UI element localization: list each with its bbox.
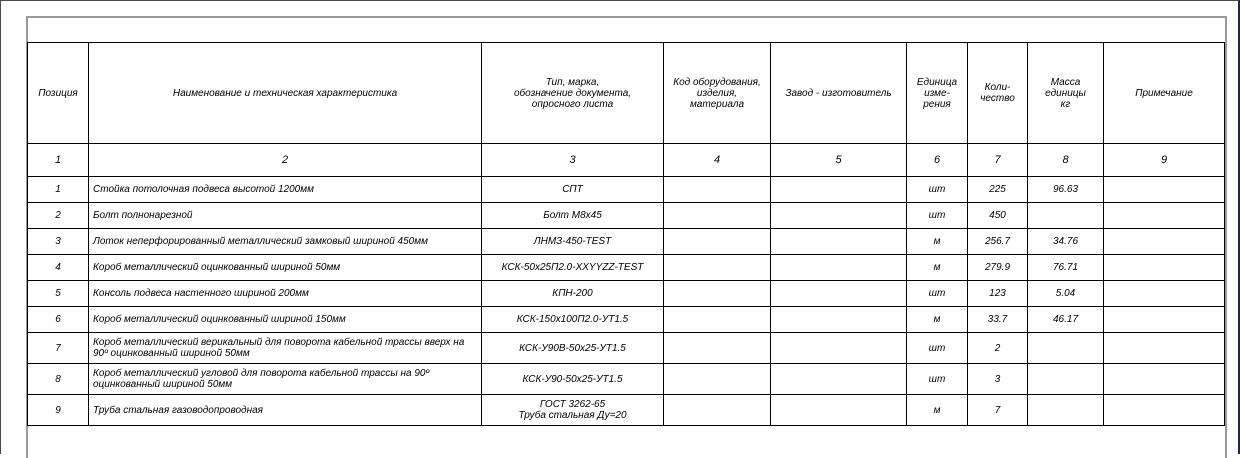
cell-type: КПН-200 <box>482 281 664 307</box>
cell-name: Короб металлический оцинкованный шириной 50мм <box>89 255 482 281</box>
table-row <box>28 364 1225 395</box>
header-unit: Единица изме- рения <box>907 43 968 144</box>
column-number: 1 <box>28 144 89 177</box>
cell-code <box>664 229 771 255</box>
cell-manufacturer <box>771 395 907 426</box>
table-row <box>28 229 1225 255</box>
table-row <box>28 203 1225 229</box>
cell-mass: 34.76 <box>1028 229 1104 255</box>
cell-code <box>664 281 771 307</box>
cell-code <box>664 203 771 229</box>
cell-type: КСК-150х100П2.0-УТ1.5 <box>482 307 664 333</box>
cell-code <box>664 307 771 333</box>
cell-code <box>664 177 771 203</box>
column-number: 4 <box>664 144 771 177</box>
cell-manufacturer <box>771 255 907 281</box>
cell-position: 2 <box>28 203 89 229</box>
cell-quantity: 256.7 <box>968 229 1028 255</box>
cell-quantity: 3 <box>968 364 1028 395</box>
cell-name: Короб металлический угловой для поворота кабельной трассы на 90º оцинкованный шириной 50мм <box>89 364 482 395</box>
cell-unit: м <box>907 255 968 281</box>
cell-quantity: 225 <box>968 177 1028 203</box>
table-row <box>28 395 1225 426</box>
cell-code <box>664 255 771 281</box>
cell-name: Короб металлический верикальный для поворота кабельной трассы вверх на 90º оцинкованный шириной 50мм <box>89 333 482 364</box>
header-row <box>28 43 1225 144</box>
cell-unit: шт <box>907 364 968 395</box>
cell-note <box>1104 307 1225 333</box>
cell-type: ЛНМЗ-450-TEST <box>482 229 664 255</box>
column-number: 5 <box>771 144 907 177</box>
cell-type: КСК-У90-50х25-УТ1.5 <box>482 364 664 395</box>
cell-quantity: 279.9 <box>968 255 1028 281</box>
cell-mass: 96.63 <box>1028 177 1104 203</box>
cell-mass: 5.04 <box>1028 281 1104 307</box>
column-number-row <box>28 144 1225 177</box>
cell-quantity: 7 <box>968 395 1028 426</box>
table-row <box>28 333 1225 364</box>
cell-quantity: 123 <box>968 281 1028 307</box>
cell-position: 1 <box>28 177 89 203</box>
cell-type: КСК-У90В-50х25-УТ1.5 <box>482 333 664 364</box>
cell-name: Консоль подвеса настенного шириной 200мм <box>89 281 482 307</box>
cell-manufacturer <box>771 333 907 364</box>
cell-manufacturer <box>771 307 907 333</box>
cell-manufacturer <box>771 281 907 307</box>
cell-quantity: 33.7 <box>968 307 1028 333</box>
cell-code <box>664 395 771 426</box>
header-manufacturer: Завод - изготовитель <box>771 43 907 144</box>
cell-note <box>1104 229 1225 255</box>
header-type: Тип, марка, обозначение документа, опросного листа <box>482 43 664 144</box>
cell-name: Лоток неперфорированный металлический замковый шириной 450мм <box>89 229 482 255</box>
cell-quantity: 450 <box>968 203 1028 229</box>
header-note: Примечание <box>1104 43 1225 144</box>
header-mass: Масса единицы кг <box>1028 43 1104 144</box>
cell-mass: 76.71 <box>1028 255 1104 281</box>
cell-unit: м <box>907 307 968 333</box>
cell-unit: м <box>907 229 968 255</box>
specification-table <box>27 42 1225 426</box>
cell-mass <box>1028 333 1104 364</box>
cell-type: КСК-50х25П2.0-XXYYZZ-TEST <box>482 255 664 281</box>
cell-manufacturer <box>771 229 907 255</box>
cell-type: Болт М8х45 <box>482 203 664 229</box>
cell-unit: шт <box>907 203 968 229</box>
cell-type: СПТ <box>482 177 664 203</box>
cell-note <box>1104 364 1225 395</box>
cell-manufacturer <box>771 364 907 395</box>
column-number: 7 <box>968 144 1028 177</box>
cell-mass <box>1028 364 1104 395</box>
column-number: 8 <box>1028 144 1104 177</box>
cell-mass: 46.17 <box>1028 307 1104 333</box>
column-number: 2 <box>89 144 482 177</box>
cell-note <box>1104 177 1225 203</box>
table-row <box>28 307 1225 333</box>
cell-note <box>1104 333 1225 364</box>
cell-mass <box>1028 395 1104 426</box>
header-quantity: Коли- чество <box>968 43 1028 144</box>
cell-name: Труба стальная газоводопроводная <box>89 395 482 426</box>
cell-note <box>1104 203 1225 229</box>
table-row <box>28 177 1225 203</box>
cell-unit: шт <box>907 281 968 307</box>
cell-position: 7 <box>28 333 89 364</box>
cell-code <box>664 364 771 395</box>
cell-note <box>1104 255 1225 281</box>
column-number: 9 <box>1104 144 1225 177</box>
cell-position: 9 <box>28 395 89 426</box>
cell-name: Стойка потолочная подвеса высотой 1200мм <box>89 177 482 203</box>
table-row <box>28 255 1225 281</box>
cell-type: ГОСТ 3262-65 Труба стальная Ду=20 <box>482 395 664 426</box>
column-number: 3 <box>482 144 664 177</box>
cell-position: 8 <box>28 364 89 395</box>
cell-code <box>664 333 771 364</box>
cell-unit: шт <box>907 333 968 364</box>
cell-unit: м <box>907 395 968 426</box>
header-name: Наименование и техническая характеристика <box>89 43 482 144</box>
table-row <box>28 281 1225 307</box>
cell-position: 4 <box>28 255 89 281</box>
cell-manufacturer <box>771 177 907 203</box>
cell-manufacturer <box>771 203 907 229</box>
cell-position: 5 <box>28 281 89 307</box>
cell-note <box>1104 395 1225 426</box>
cell-unit: шт <box>907 177 968 203</box>
cell-position: 3 <box>28 229 89 255</box>
cell-name: Болт полнонарезной <box>89 203 482 229</box>
column-number: 6 <box>907 144 968 177</box>
cell-quantity: 2 <box>968 333 1028 364</box>
header-code: Код оборудования, изделия, материала <box>664 43 771 144</box>
cell-name: Короб металлический оцинкованный шириной 150мм <box>89 307 482 333</box>
header-position: Позиция <box>28 43 89 144</box>
cell-note <box>1104 281 1225 307</box>
cell-position: 6 <box>28 307 89 333</box>
cell-mass <box>1028 203 1104 229</box>
